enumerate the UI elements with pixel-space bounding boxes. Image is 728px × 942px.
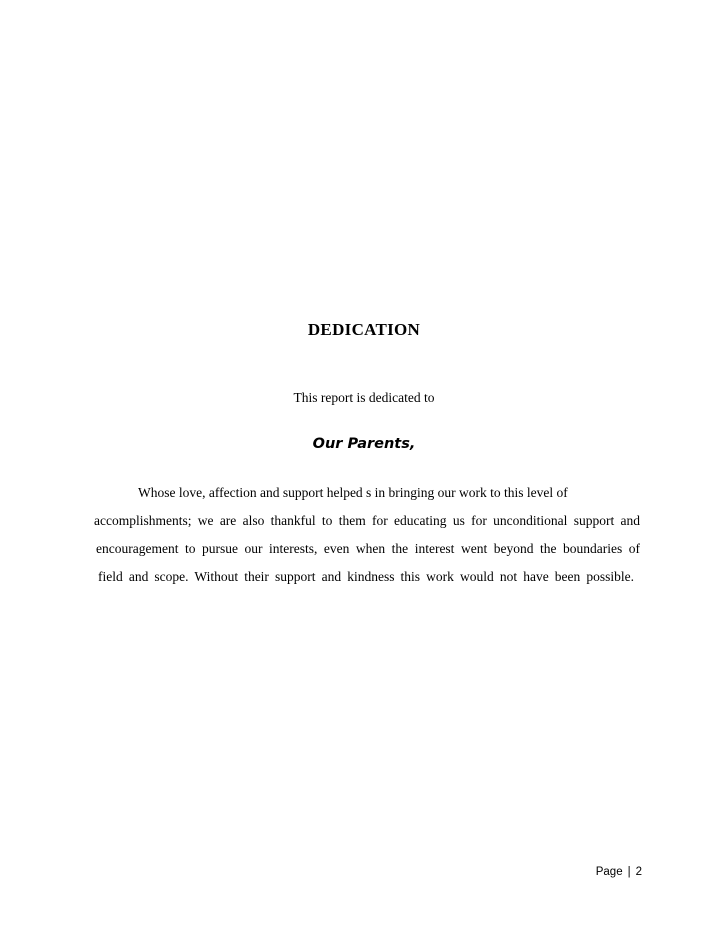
paragraph-line: field and scope. Without their support and kindness this work would not have been possible. (98, 569, 634, 584)
page-label: Page (595, 866, 623, 878)
page-separator: | (627, 866, 631, 878)
paragraph-line: accomplishments; we are also thankful to them for educating us for unconditional support and (94, 513, 640, 528)
page-number: 2 (635, 866, 642, 878)
dedication-recipient: Our Parents, (312, 436, 416, 452)
page-heading: DEDICATION (307, 320, 421, 339)
paragraph-line: encouragement to pursue our interests, even when the interest went beyond the boundaries of (96, 541, 640, 556)
paragraph-line: Whose love, affection and support helped s in bringing our work to this level of (138, 485, 568, 500)
page-footer (596, 866, 642, 878)
dedication-line: This report is dedicated to (293, 390, 435, 405)
